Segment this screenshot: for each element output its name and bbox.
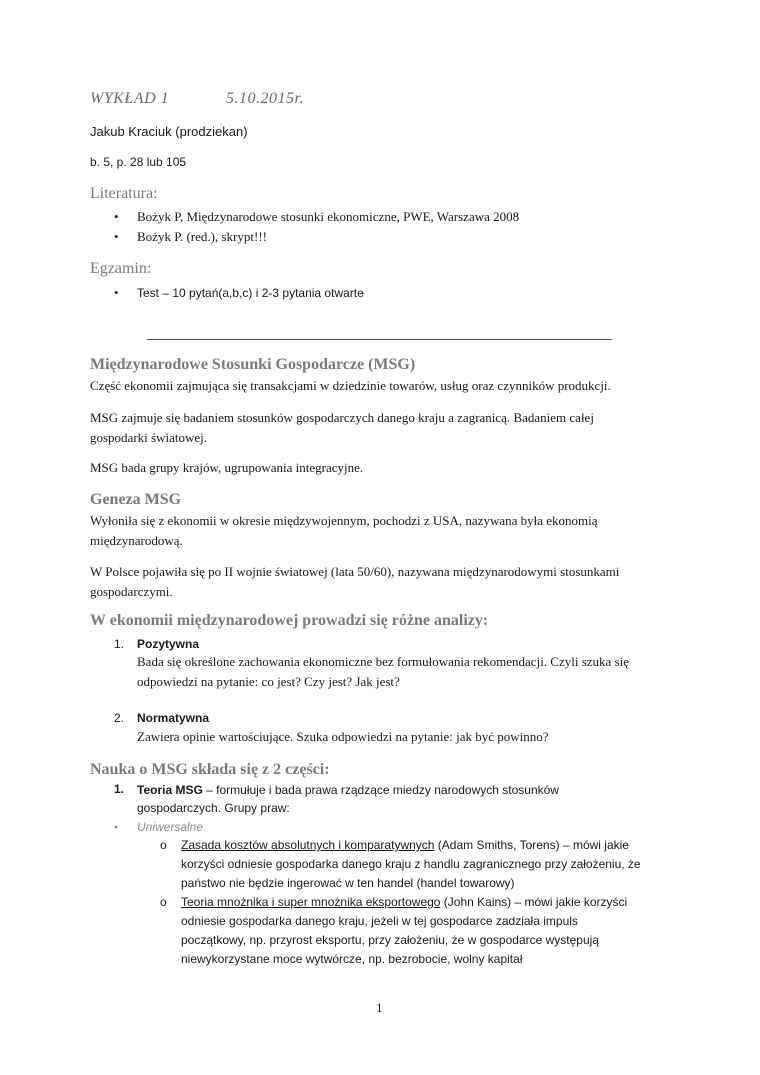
law-name: Teoria mnożnika i super mnożnika eksportowego bbox=[181, 895, 441, 909]
literatura-heading: Literatura: bbox=[90, 185, 158, 202]
msg-heading: Międzynarodowe Stosunki Gospodarcze (MSG) bbox=[90, 356, 416, 373]
geneza-heading: Geneza MSG bbox=[90, 491, 182, 508]
page-number: 1 bbox=[376, 1000, 383, 1015]
nauka-item-line bbox=[137, 782, 559, 798]
law-text: (John Kains) – mówi jakie korzyści bbox=[440, 895, 628, 909]
literatura-item: Bożyk P, Międzynarodowe stosunki ekonomiczne, PWE, Warszawa 2008 bbox=[137, 209, 520, 224]
sub-item-line: korzyści odniesie gospodarka danego kraju z handlu zagranicznego przy założeniu, że bbox=[181, 857, 641, 871]
lecture-date: 5.10.2015r. bbox=[226, 90, 304, 107]
analiza-label: Pozytywna bbox=[137, 637, 200, 651]
analiza-text: odpowiedzi na pytanie: co jest? Czy jest? Jak jest? bbox=[137, 674, 400, 689]
msg-paragraph: Część ekonomii zajmująca się transakcjami w dziedzinie towarów, usług oraz czynników produkcji. bbox=[90, 378, 611, 393]
bullet-icon: • bbox=[114, 229, 119, 244]
analizy-heading: W ekonomii międzynarodowej prowadzi się różne analizy: bbox=[90, 612, 489, 629]
sub-item-line: państwo nie będzie ingerować w ten handel (handel towarowy) bbox=[181, 876, 515, 890]
horizontal-divider bbox=[147, 339, 612, 340]
nauka-heading: Nauka o MSG składa się z 2 części: bbox=[90, 761, 330, 778]
teoria-text: – formułuje i bada prawa rządzące miedzy narodowych stosunków bbox=[202, 783, 559, 797]
analiza-text: Zawiera opinie wartościujące. Szuka odpowiedzi na pytanie: jak być powinno? bbox=[137, 729, 549, 744]
bullet-icon: • bbox=[114, 820, 119, 834]
bullet-icon: • bbox=[114, 209, 119, 224]
circle-bullet-icon: o bbox=[160, 895, 167, 909]
geneza-paragraph: gospodarczymi. bbox=[90, 584, 173, 599]
circle-bullet-icon: o bbox=[160, 838, 167, 852]
sub-item-line: niewykorzystane moce wytwórcze, np. bezrobocie, wolny kapitał bbox=[181, 952, 523, 966]
uniwersalne-label: Uniwersalne bbox=[137, 820, 204, 834]
nauka-item-line: gospodarczych. Grupy praw: bbox=[137, 801, 290, 815]
sub-item-line bbox=[181, 895, 627, 909]
geneza-paragraph: Wyłoniła się z ekonomii w okresie międzywojennym, pochodzi z USA, nazywana była ekonomią bbox=[90, 513, 598, 528]
sub-item-line: odniesie gospodarka danego kraju, jeżeli w tej gospodarce zadziała impuls bbox=[181, 914, 578, 928]
analiza-text: Bada się określone zachowania ekonomiczne bez formułowania rekomendacji. Czyli szuka się bbox=[137, 654, 630, 669]
egzamin-heading: Egzamin: bbox=[90, 260, 152, 277]
bullet-icon: • bbox=[114, 285, 119, 300]
egzamin-item: Test – 10 pytań(a,b,c) i 2-3 pytania otwarte bbox=[137, 286, 364, 300]
list-number: 1. bbox=[114, 637, 125, 651]
room-info: b. 5, p. 28 lub 105 bbox=[90, 155, 187, 169]
list-number: 2. bbox=[114, 711, 125, 725]
msg-paragraph: MSG bada grupy krajów, ugrupowania integracyjne. bbox=[90, 460, 364, 475]
sub-item-line bbox=[181, 838, 629, 852]
msg-paragraph: gospodarki światowej. bbox=[90, 430, 207, 445]
literatura-item: Bożyk P. (red.), skrypt!!! bbox=[137, 229, 267, 244]
lecture-title: WYKŁAD 1 bbox=[90, 90, 170, 107]
list-number: 1. bbox=[114, 782, 125, 796]
law-name: Zasada kosztów absolutnych i komparatywnych bbox=[181, 838, 435, 852]
geneza-paragraph: międzynarodową. bbox=[90, 533, 183, 548]
sub-item-line: początkowy, np. przyrost eksportu, przy założeniu, że w gospodarce występują bbox=[181, 933, 599, 947]
geneza-paragraph: W Polsce pojawiła się po II wojnie światowej (lata 50/60), nazywana międzynarodowymi stosunkami bbox=[90, 564, 620, 579]
lecturer-name: Jakub Kraciuk (prodziekan) bbox=[90, 124, 248, 139]
law-text: (Adam Smiths, Torens) – mówi jakie bbox=[434, 838, 629, 852]
teoria-label: Teoria MSG bbox=[137, 783, 203, 797]
analiza-label: Normatywna bbox=[137, 711, 210, 725]
msg-paragraph: MSG zajmuje się badaniem stosunków gospodarczych danego kraju a zagranicą. Badaniem całej bbox=[90, 410, 594, 425]
